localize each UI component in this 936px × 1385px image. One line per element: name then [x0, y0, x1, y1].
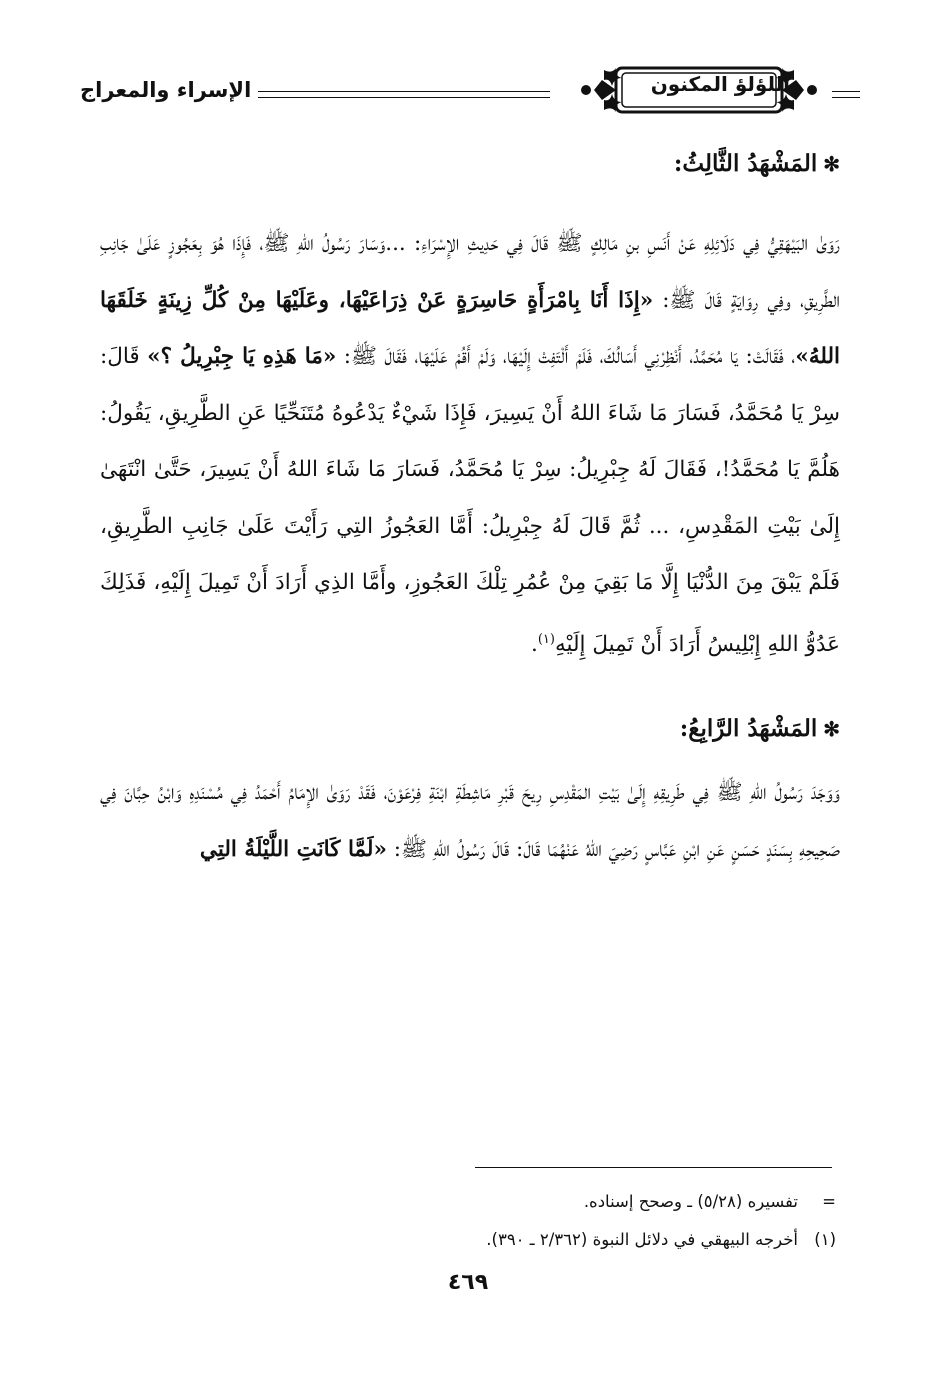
- footnote-rule: [475, 1167, 832, 1168]
- footnote: [96, 1183, 836, 1221]
- footnote-marker: =: [822, 1192, 836, 1211]
- text-run: ، فَقَالَتْ: يَا مُحَمَّدُ، أَنْظِرْنِي أَسَالُكَ، فَلَمْ أَلْتَفِتْ إِلَيْهَا، وَلَمْ أَقُمْ عَلَيْهَا، فَقَالَ ﷺ:: [336, 344, 796, 369]
- footnote-ref: (١): [537, 631, 555, 647]
- running-header: [80, 52, 860, 132]
- header-rule: [832, 91, 860, 98]
- hadith-quote: «لَمَّا كَانَتِ اللَّيْلَةُ التِي: [199, 836, 387, 862]
- asterism-icon: ✻: [823, 152, 840, 176]
- hadith-quote: «مَا هَذِهِ يَا جِبْرِيلُ ؟»: [147, 344, 337, 369]
- text-run: رَوَىٰ البَيْهَقِيُّ فِي دَلَائِلِهِ عَنْ أَنَسِ بنِ مَالِكٍ ﷺ قَالَ فِي حَدِيثِ الإِسْرَاءِ: ...وَسَارَ رَسُولُ اللهِ ﷺ، فَإِذَا هُوَ بِعَجُوزٍ عَلَىٰ جَانِبِ الطَّرِيقِ، وفِي رِوَايَةٍ قَالَ ﷺ:: [100, 231, 840, 313]
- section-heading: [100, 138, 840, 190]
- chapter-title: الإسراء والمعراج: [80, 78, 252, 102]
- text-run: وَوَجَدَ رَسُولُ اللهِ ﷺ فِي طَرِيقِهِ إِلَىٰ بَيْتِ المَقْدِسِ رِيحَ قَبْرِ مَاشِطَةِ ابْنَةِ فِرْعَوْنَ، فَقَدْ رَوَىٰ الإِمَامُ أَحْمَدُ فِي مُسْنَدِهِ وَابْنُ حِبَّانَ فِي صَحِيحِهِ بِسَنَدٍ حَسَنٍ عَنِ ابْنِ عَبَّاسٍ رَضِيَ اللهُ عَنْهُمَا قَالَ: قَالَ رَسُولُ اللهِ ﷺ:: [100, 780, 840, 862]
- footnote-text: تفسيره (٥/٢٨) ـ وصحح إسناده.: [583, 1192, 798, 1211]
- paragraph: [100, 216, 840, 673]
- heading-text: المَشْهَدُ الثَّالِثُ:: [673, 150, 818, 177]
- footnotes: [96, 1183, 836, 1259]
- text-run: .: [530, 631, 538, 657]
- hadith-quote: «إِذَا أَنَا بِامْرَأَةٍ حَاسِرَةٍ عَنْ ذِرَاعَيْهَا، وعَلَيْهَا مِنْ كُلِّ زِينَةٍ خَلَقَهَا اللهُ»: [100, 287, 841, 369]
- asterism-icon: ✻: [823, 717, 840, 742]
- header-rule: [258, 91, 370, 98]
- footnote: [96, 1221, 836, 1259]
- footnote-marker: (١): [814, 1230, 836, 1249]
- text-run: قَالَ: سِرْ يَا مُحَمَّدُ، فَسَارَ مَا شَاءَ اللهُ أَنْ يَسِيرَ، فَإِذَا شَيْءٌ يَدْعُوهُ مُتَنَحِّيًا عَنِ الطَّرِيقِ، يَقُولُ: هَلُمَّ يَا مُحَمَّدُ!، فَقَالَ لَهُ جِبْرِيلُ: سِرْ يَا مُحَمَّدُ، فَسَارَ مَا شَاءَ اللهُ أَنْ يَسِيرَ، حَتَّىٰ انْتَهَىٰ إِلَىٰ بَيْتِ المَقْدِسِ، ... ثُمَّ قَالَ لَهُ جِبْرِيلُ: أَمَّا العَجُوزُ التِي رَأَيْتَ عَلَىٰ جَانِبِ الطَّرِيقِ، فَلَمْ يَبْقَ مِنَ الدُّنْيَا إِلَّا مَا بَقِيَ مِنْ عُمُرِ تِلْكَ العَجُوزِ، وأَمَّا الذِي أَرَادَ أَنْ تَمِيلَ إِلَيْهِ، فَذَلِكَ عَدُوُّ اللهِ إِبْلِيسُ أَرَادَ أَنْ تَمِيلَ إِلَيْهِ: [100, 344, 840, 657]
- paragraph: [100, 765, 840, 878]
- page-body: [100, 138, 840, 878]
- section-heading: [100, 703, 840, 755]
- book-title: اللؤلؤ المكنون: [650, 72, 790, 96]
- footnote-text: أخرجه البيهقي في دلائل النبوة (٢/٣٦٢ ـ ٣٩٠).: [486, 1230, 798, 1249]
- page-number: ٤٦٩: [447, 1270, 489, 1295]
- heading-text: المَشْهَدُ الرَّابِعُ:: [679, 715, 818, 743]
